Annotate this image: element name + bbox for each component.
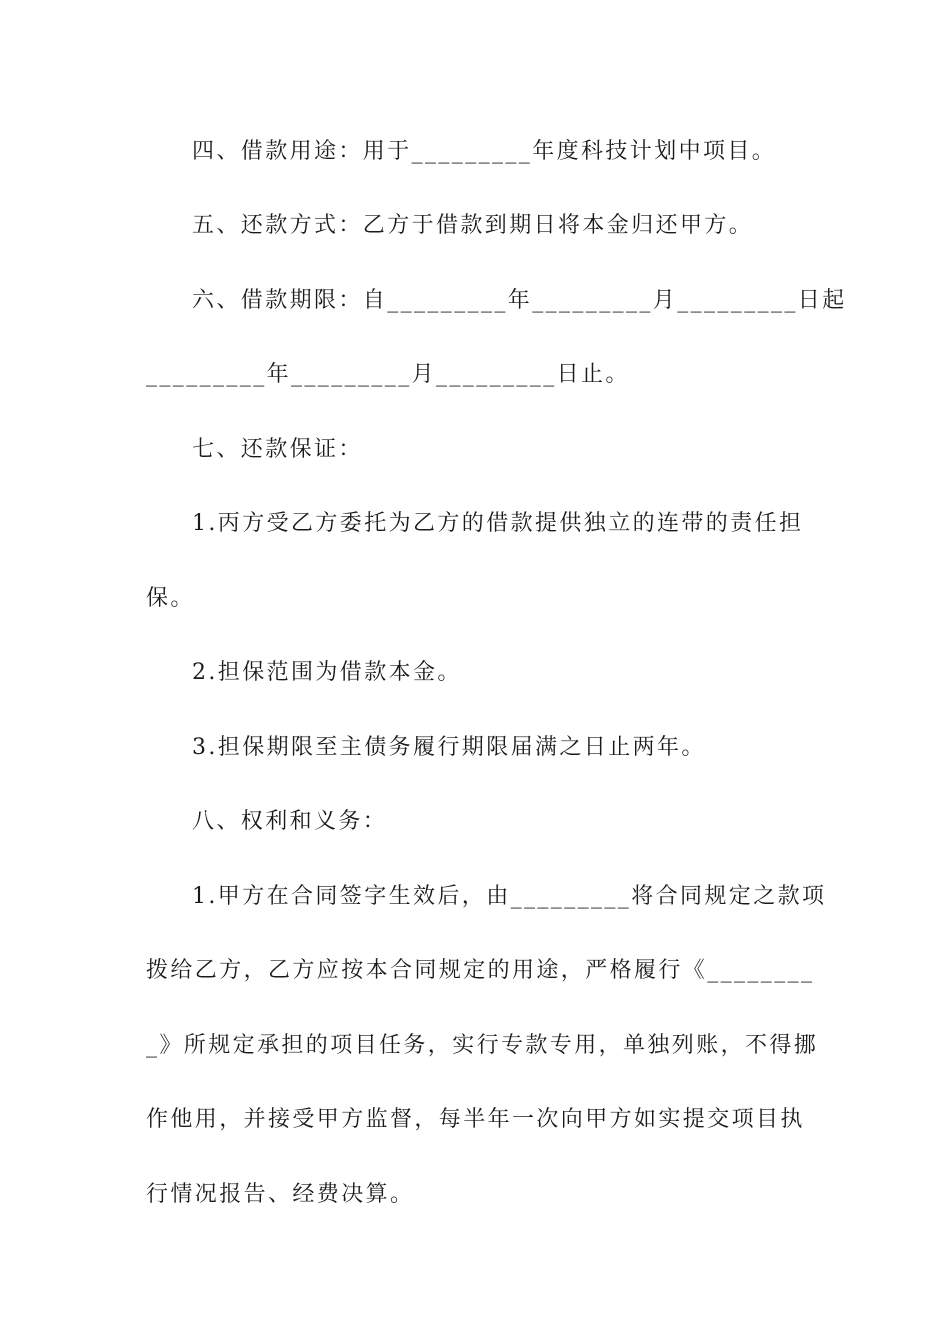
clause-8-item-1-line-3: _》所规定承担的项目任务，实行专款专用，单独列账，不得挪 xyxy=(146,1033,819,1058)
clause-8-item-1-line-5: 行情况报告、经费决算。 xyxy=(146,1182,415,1207)
clause-8-item-1-line-2: 拨给乙方，乙方应按本合同规定的用途，严格履行《________ xyxy=(146,958,815,983)
clause-7-heading: 七、还款保证： xyxy=(192,437,363,462)
clause-6-loan-term-continued: _________年_________月_________日止。 xyxy=(146,362,630,387)
clause-8-item-1-line-4: 作他用，并接受甲方监督，每半年一次向甲方如实提交项目执 xyxy=(146,1107,805,1132)
clause-4-loan-purpose: 四、借款用途：用于_________年度科技计划中项目。 xyxy=(192,139,777,164)
clause-8-item-1: 1.甲方在合同签字生效后，由_________将合同规定之款项 xyxy=(192,884,827,909)
clause-8-heading: 八、权利和义务： xyxy=(192,809,388,834)
clause-7-item-3: 3.担保期限至主债务履行期限届满之日止两年。 xyxy=(192,735,706,760)
clause-6-loan-term: 六、借款期限：自_________年_________月_________日起 xyxy=(192,288,847,313)
clause-7-item-2: 2.担保范围为借款本金。 xyxy=(192,660,462,685)
clause-5-repayment-method: 五、还款方式：乙方于借款到期日将本金归还甲方。 xyxy=(192,213,754,238)
clause-7-item-1-continued: 保。 xyxy=(146,586,195,611)
clause-7-item-1: 1.丙方受乙方委托为乙方的借款提供独立的连带的责任担 xyxy=(192,511,804,536)
